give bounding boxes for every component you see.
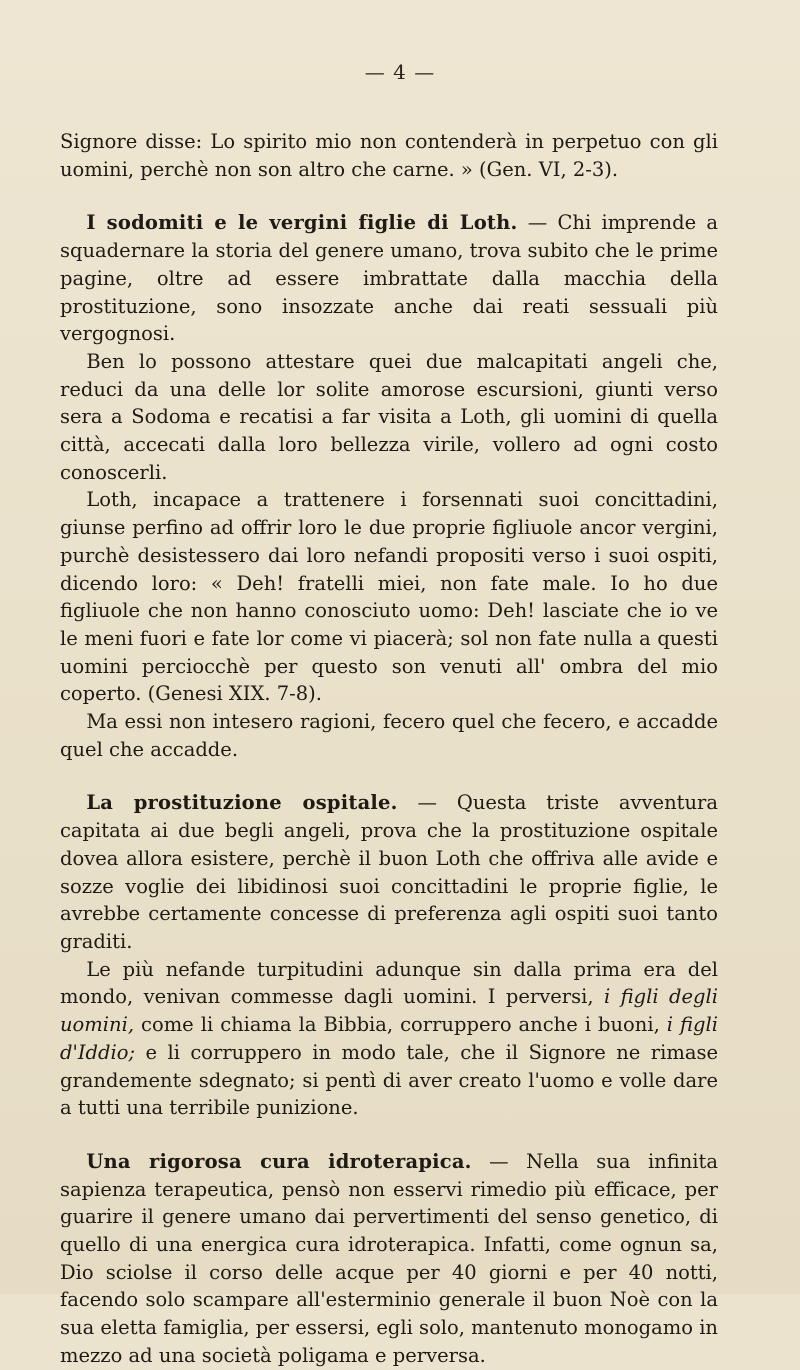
page-body — [60, 128, 718, 1370]
italic-phrase: i figli degli uomini, — [60, 985, 719, 1037]
paragraph: Ma essi non intesero ragioni, fecero quel che fecero, e accadde quel che accadde. — [60, 710, 718, 761]
paragraph-text: come li chiama la Bibbia, corruppero anche i buoni, — [134, 1013, 667, 1037]
page-number: — 4 — — [364, 60, 436, 84]
paragraph — [60, 956, 718, 1122]
paragraph-text: e li corruppero in modo tale, che il Signore ne rimase grandemente sdegnato; si pentì di aver creato l'uomo e volle dare a tutti una terribile punizione. — [60, 1040, 718, 1120]
section-cura-idroterapica — [60, 1148, 718, 1370]
section-heading: I sodomiti e le vergini figlie di Loth. — [86, 211, 518, 235]
section-sodomiti — [60, 209, 718, 348]
italic-phrase: i figli d'Iddio; — [60, 1013, 718, 1064]
paragraph-continued: Signore disse: Lo spirito mio non contenderà in perpetuo con gli uomini, perchè non son altro che carne. » (Gen. VI, 2-3). — [60, 130, 718, 181]
section-prostituzione-ospitale — [60, 789, 718, 955]
paragraph: Ben lo possono attestare quei due malcapitati angeli che, reduci da una delle lor solite amorose escursioni, giunti verso sera a Sodoma e recatisi a far visita a Loth, gli uomini di quella città, accecati dalla loro bellezza virile, vollero ad ogni costo conoscerli. — [60, 349, 718, 484]
section-heading: Una rigorosa cura idroterapica. — [86, 1149, 472, 1173]
section-text: — Chi imprende a squadernare la storia del genere umano, trova subito che le prime pagine, oltre ad essere imbrattate dalla macchia della prostituzione, sono insozzate anche dai reati sessuali più vergognosi. — [60, 211, 718, 346]
paragraph: Loth, incapace a trattenere i forsennati suoi concittadini, giunse perfino ad offrir loro le due proprie figliuole ancor vergini, purchè desistessero dai loro nefandi propositi verso i suoi ospiti, dicendo loro: « Deh! fratelli miei, non fate male. Io ho due figliuole che non hanno conosciuto uomo: Deh! lasciate che io ve le meni fuori e fate lor come vi piacerà; sol non fate nulla a questi uomini perciocchè per questo son venuti all' ombra del mio coperto. (Genesi XIX. 7-8). — [60, 488, 718, 706]
section-text: — Questa triste avventura capitata ai due begli angeli, prova che la prostituzione ospitale dovea allora esistere, perchè il buon Loth che offriva alle avide e sozze voglie dei libidinosi suoi concittadini le proprie figlie, le avrebbe certamente concesse di preferenza agli ospiti suoi tanto graditi. — [60, 791, 718, 953]
paragraph-text: Le più nefande turpitudini adunque sin dalla prima era del mondo, venivan commesse dagli uomini. I perversi, — [60, 957, 718, 1009]
section-heading: La prostituzione ospitale. — [86, 791, 398, 815]
section-text: — Nella sua infinita sapienza terapeutica, pensò non esservi rimedio più efficace, per guarire il genere umano dai pervertimenti del senso genetico, di quello di una energica cura idroterapica. Infatti, come ognun sa, Dio sciolse il corso delle acque per 40 giorni e per 40 notti, facendo solo scampare all'esterminio generale il buon Noè con la sua eletta famiglia, per essersi, egli solo, mantenuto monogamo in mezzo ad una società poligama e perversa. — [60, 1149, 718, 1367]
